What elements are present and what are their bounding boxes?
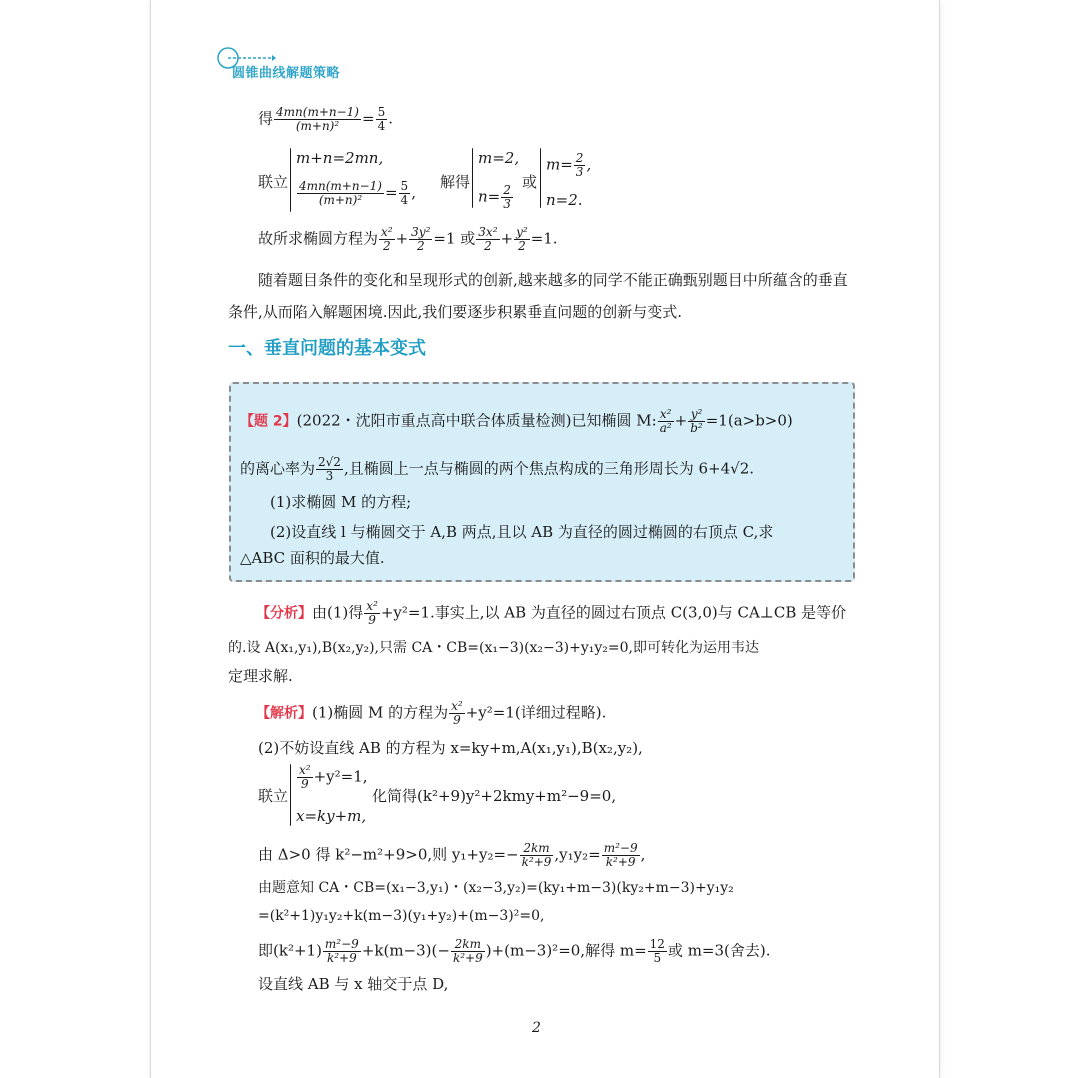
text: 得 xyxy=(258,109,274,128)
numerator: 4mn(m+n−1) xyxy=(276,105,359,119)
analysis-tag: 【分析】 xyxy=(256,605,312,622)
problem-tag: 【题 2】 xyxy=(240,413,297,430)
denominator: 2 xyxy=(518,239,526,253)
denominator: b² xyxy=(690,421,703,435)
denominator: 2 xyxy=(382,239,391,253)
denominator: (m+n)² xyxy=(318,193,363,207)
text: +y²=1.事实上,以 AB 为直径的圆过右顶点 C(3,0)与 CA⊥CB 是等价 xyxy=(380,603,847,622)
denominator: 3 xyxy=(575,165,584,179)
text: , xyxy=(640,845,646,864)
numerator: x² xyxy=(451,699,463,713)
text: +y²=1, xyxy=(313,767,368,786)
solution-line-5: 由题意知 CA・CB=(x₁−3,y₁)・(x₂−3,y₂)=(ky₁+m−3)(ky₂+m−3)+y₁y₂ xyxy=(258,880,734,896)
fraction xyxy=(501,184,513,211)
sol2-b: n=2. xyxy=(546,191,583,209)
running-header xyxy=(216,44,476,84)
denominator: k²+9 xyxy=(521,855,552,869)
denominator: k²+9 xyxy=(326,951,357,965)
analysis-line-3: 定理求解. xyxy=(228,667,293,685)
numerator: m²−9 xyxy=(324,937,359,951)
solution-line-2: (2)不妨设直线 AB 的方程为 x=ky+m,A(x₁,y₁),B(x₂,y₂), xyxy=(258,739,643,757)
fraction xyxy=(451,938,485,965)
text: +k(m−3) xyxy=(361,941,432,960)
intro-paragraph: 随着题目条件的变化和呈现形式的创新,越来越多的同学不能正确甄别题目中所蕴含的垂直条件,从而陷入解题困境.因此,我们要逐步积累垂直问题的创新与变式. xyxy=(228,271,848,321)
solution-line-7: 即(k²+1) $\frac{\text{m²−9}}{\text{k²+9}}$ +k(m−3)(− $\frac{2km}{\text{k²+9}}$ )+(m−3)²=0,解得 m= $\frac{12}{5}$ 或 m=3(舍去). xyxy=(258,937,771,965)
solution-line-8: 设直线 AB 与 x 轴交于点 D, xyxy=(258,975,449,993)
problem-line-2 xyxy=(240,456,754,483)
solution-line-4 xyxy=(258,842,645,869)
numerator: 4mn(m+n−1) xyxy=(299,179,382,193)
brace xyxy=(290,764,291,826)
fraction xyxy=(514,226,530,253)
numerator: 3x² xyxy=(478,225,498,239)
numerator: 2 xyxy=(503,183,511,197)
denominator: 9 xyxy=(453,713,461,727)
brace xyxy=(540,148,541,208)
denominator: 4 xyxy=(377,119,386,133)
denominator: 9 xyxy=(300,777,309,791)
numerator: y² xyxy=(688,408,705,422)
fraction xyxy=(399,180,411,207)
header-title: 圆锥曲线解题策略 xyxy=(232,66,341,81)
fraction xyxy=(379,226,395,253)
text: =1(a>b>0) xyxy=(705,411,793,430)
fraction xyxy=(476,226,499,253)
numerator: y² xyxy=(516,225,528,239)
solve-label: 解得 xyxy=(440,173,471,191)
numerator: 2km xyxy=(451,938,485,952)
text: , xyxy=(411,183,416,202)
numerator: x² xyxy=(366,599,378,613)
text: (1)椭圆 M 的方程为 xyxy=(312,703,449,722)
text: 由(1)得 xyxy=(312,603,364,622)
fraction xyxy=(274,106,361,133)
page-number: 2 xyxy=(532,1020,541,1036)
numerator: 2 xyxy=(575,151,584,165)
numerator: x² xyxy=(658,408,674,422)
text: =1 或 xyxy=(433,229,476,248)
fraction xyxy=(688,408,705,435)
fraction xyxy=(648,938,667,965)
numerator: x² xyxy=(381,225,393,239)
numerator: m²−9 xyxy=(603,841,638,855)
denominator: k²+9 xyxy=(452,951,483,965)
denominator: a² xyxy=(659,421,672,435)
analysis-line-1 xyxy=(256,600,846,627)
denominator: (m+n)² xyxy=(295,119,340,133)
numerator: 12 xyxy=(649,937,665,951)
derivation-line-1: 得 $\frac{4mn(m+n-1)}{\text{(m+n)²}}$ = $\frac{5}{4}$ . xyxy=(258,105,393,133)
sol1-a: m=2, xyxy=(478,149,520,167)
problem-line-1: 【题 2】(2022・沈阳市重点高中联合体质量检测)已知椭圆 M: $\frac{\text{x²}}{\text{a²}}$ + $\frac{\text{y²}}{\text{b²}}$ =1(a>b>0) xyxy=(240,407,793,435)
fraction xyxy=(520,842,554,869)
text: = xyxy=(361,109,375,128)
fraction xyxy=(316,456,343,483)
text: 故所求椭圆方程为 xyxy=(258,229,379,248)
solution-sys-eq1 xyxy=(296,764,368,791)
fraction xyxy=(409,226,432,253)
solution-system-label: 联立 xyxy=(258,787,289,805)
fraction xyxy=(297,764,313,791)
denominator: 2 xyxy=(484,239,492,253)
fraction xyxy=(574,152,586,179)
numerator: 2km xyxy=(520,842,554,856)
solution-tag: 【解析】 xyxy=(256,705,312,722)
fraction xyxy=(449,700,465,727)
fraction xyxy=(323,938,361,965)
solution-sys-eq2: x=ky+m, xyxy=(296,807,367,825)
denominator: 3 xyxy=(325,469,334,483)
problem-q2a: (2)设直线 l 与椭圆交于 A,B 两点,且以 AB 为直径的圆过椭圆的右顶点 C,求 xyxy=(270,523,774,541)
fraction xyxy=(297,180,384,207)
text: m= xyxy=(546,155,573,174)
sol1-b xyxy=(478,184,514,211)
denominator: 3 xyxy=(503,197,511,211)
numerator: 3y² xyxy=(411,225,431,239)
or-label: 或 xyxy=(522,173,538,191)
fraction xyxy=(658,408,674,435)
denominator: 5 xyxy=(653,951,662,965)
fraction xyxy=(364,600,380,627)
fraction xyxy=(602,842,640,869)
text: +y²=1(详细过程略). xyxy=(465,703,607,722)
sol2-a: m= $\frac{2}{3}$ , xyxy=(546,151,592,179)
text: 的离心率为 xyxy=(240,459,316,478)
solution-line-1 xyxy=(256,700,606,727)
brace xyxy=(472,148,473,208)
text: ,y₁y₂= xyxy=(554,845,601,864)
sys1-eq1: m+n=2mn, xyxy=(296,149,384,167)
numerator: 5 xyxy=(377,105,386,119)
denominator: k²+9 xyxy=(605,855,636,869)
section-title: 一、垂直问题的基本变式 xyxy=(228,338,426,359)
denominator: 2 xyxy=(416,239,425,253)
text: 即(k²+1) xyxy=(258,941,322,960)
text: 或 m=3(舍去). xyxy=(667,941,771,960)
numerator: 5 xyxy=(400,179,409,193)
text: (2022・沈阳市重点高中联合体质量检测)已知椭圆 M: xyxy=(296,411,657,430)
analysis-line-2: 的.设 A(x₁,y₁),B(x₂,y₂),只需 CA・CB=(x₁−3)(x₂−3)+y₁y₂=0,即可转化为运用韦达 xyxy=(228,640,760,656)
brace xyxy=(290,148,291,212)
denominator: 9 xyxy=(368,613,376,627)
solution-simplified: 化简得(k²+9)y²+2kmy+m²−9=0, xyxy=(372,787,617,805)
solution-line-6: =(k²+1)y₁y₂+k(m−3)(y₁+y₂)+(m−3)²=0, xyxy=(258,908,545,924)
problem-q2b: △ABC 面积的最大值. xyxy=(240,549,385,567)
denominator: 4 xyxy=(400,193,409,207)
problem-q1: (1)求椭圆 M 的方程; xyxy=(270,493,412,511)
text: 由 Δ>0 得 k²−m²+9>0,则 y₁+y₂=− xyxy=(258,845,519,864)
system-label: 联立 xyxy=(258,173,289,191)
text: n= xyxy=(478,187,501,206)
text: +(m−3)²=0,解得 m= xyxy=(491,941,647,960)
text: ,且椭圆上一点与椭圆的两个焦点构成的三角形周长为 6+4√2. xyxy=(343,459,755,478)
text: =1. xyxy=(530,229,558,248)
fraction xyxy=(376,106,388,133)
ellipse-answer-line: 故所求椭圆方程为 $\frac{\text{x²}}{2}$ + $\frac{\text{3y²}}{2}$ =1 或 $\frac{\text{3x²}}{2}$ + $\frac{\text{y²}}{2}$ =1. xyxy=(258,225,558,253)
numerator: 2√2 xyxy=(318,455,341,469)
sys1-eq2: $\frac{4mn(m+n-1)}{\text{(m+n)²}}$ = $\frac{5}{4}$ , xyxy=(299,179,416,207)
numerator: x² xyxy=(299,763,311,777)
